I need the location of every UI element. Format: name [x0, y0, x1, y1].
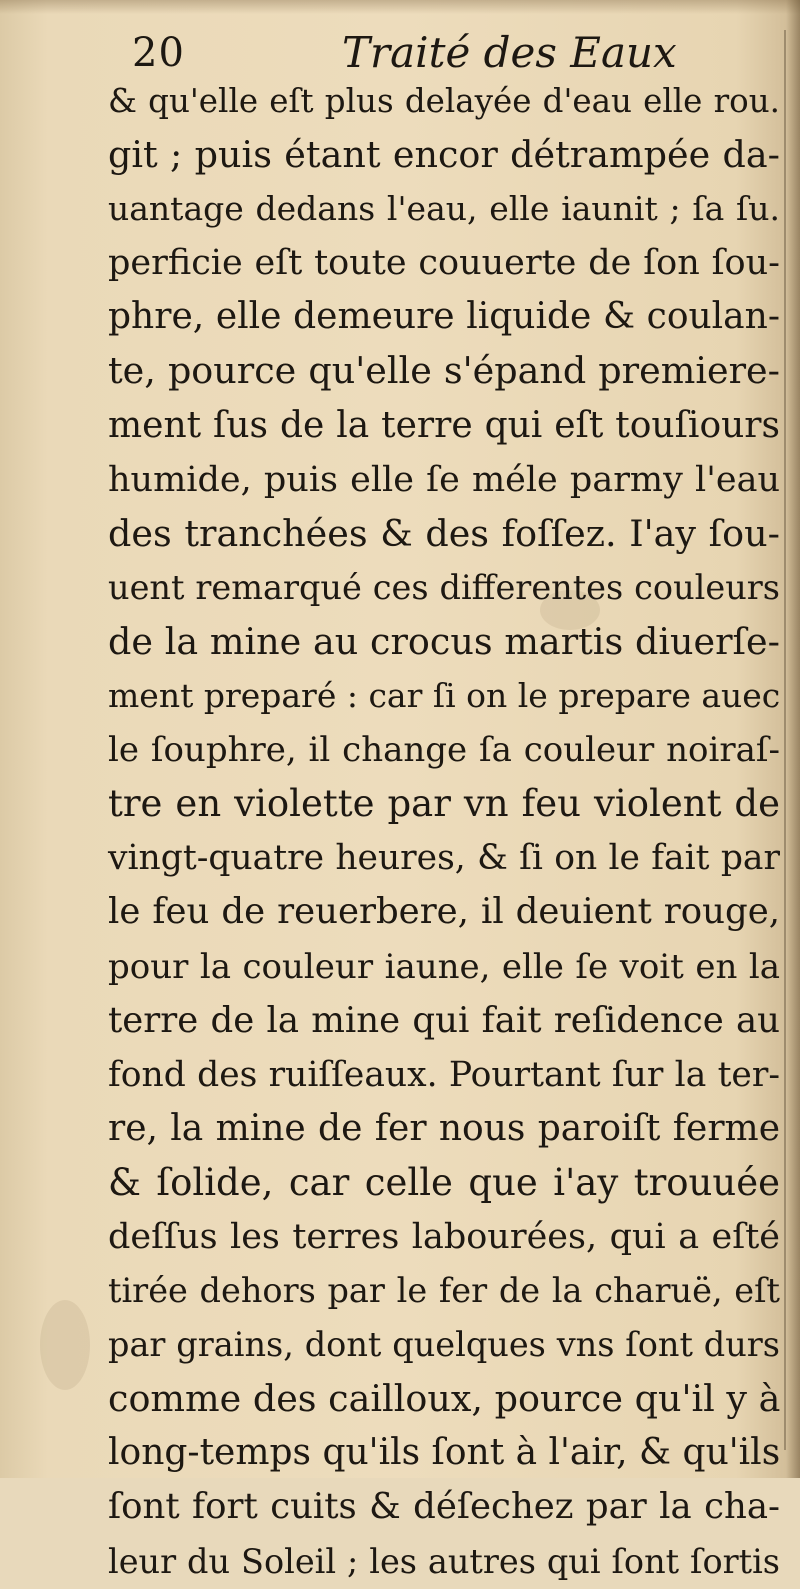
text-line: perficie eſt toute couuerte de ſon ſou- — [108, 243, 780, 284]
page-edge-rule — [784, 30, 786, 1450]
text-line: fond des ruiſſeaux. Pourtant ſur la ter- — [108, 1054, 780, 1095]
text-line: terre de la mine qui fait reſidence au — [108, 999, 780, 1041]
paper-stain — [40, 1300, 90, 1390]
text-line: deſſus les terres labourées, qui a eſté — [108, 1216, 780, 1257]
text-line: ſont fort cuits & déſechez par la cha- — [108, 1486, 780, 1528]
text-line: git ; puis étant encor détrampée da- — [108, 133, 780, 177]
text-line: de la mine au crocus martis diuerſe- — [108, 619, 780, 663]
text-line: & qu'elle eſt plus delayée d'eau elle rou. — [108, 82, 780, 120]
text-line: pour la couleur iaune, elle ſe voit en la — [108, 946, 780, 987]
text-line: le ſouphre, il change ſa couleur noiraſ- — [108, 730, 780, 771]
page-top-shadow — [0, 0, 800, 14]
text-line: ment preparé : car ſi on le prepare auec — [108, 676, 781, 716]
running-title: Traité des Eaux — [342, 28, 677, 77]
text-line: le feu de reuerbere, il deuient rouge, — [108, 891, 780, 933]
text-line: long-temps qu'ils ſont à l'air, & qu'ils — [108, 1432, 781, 1474]
text-line: phre, elle demeure liquide & coulan- — [108, 296, 780, 338]
text-line: uantage dedans l'eau, elle iaunit ; ſa ſu. — [108, 189, 780, 229]
text-line: te, pource qu'elle s'épand premiere- — [108, 349, 780, 393]
text-line: vingt-quatre heures, & ſi on le fait par — [108, 838, 780, 879]
text-line: ment ſus de la terre qui eſt touſiours — [108, 404, 780, 446]
page-number: 20 — [132, 30, 185, 76]
text-line: des tranchées & des foſſez. I'ay ſou- — [108, 511, 780, 555]
page-gutter-shadow — [786, 0, 800, 1478]
text-line: tirée dehors par le fer de la charuë, eſt — [108, 1271, 780, 1311]
text-line: re, la mine de fer nous paroiſt ferme — [108, 1107, 780, 1149]
text-line: humide, puis elle ſe méle parmy l'eau — [108, 459, 780, 500]
text-line: par grains, dont quelques vns ſont durs — [108, 1325, 780, 1365]
text-line: comme des cailloux, pource qu'il y à — [108, 1377, 781, 1421]
text-line: tre en violette par vn feu violent de — [108, 782, 780, 826]
text-line: leur du Soleil ; les autres qui ſont ſortis — [108, 1541, 780, 1581]
body-text — [108, 74, 780, 1589]
text-line: & ſolide, car celle que i'ay trouuée — [108, 1160, 780, 1204]
text-line: uent remarqué ces differentes couleurs — [108, 567, 780, 607]
